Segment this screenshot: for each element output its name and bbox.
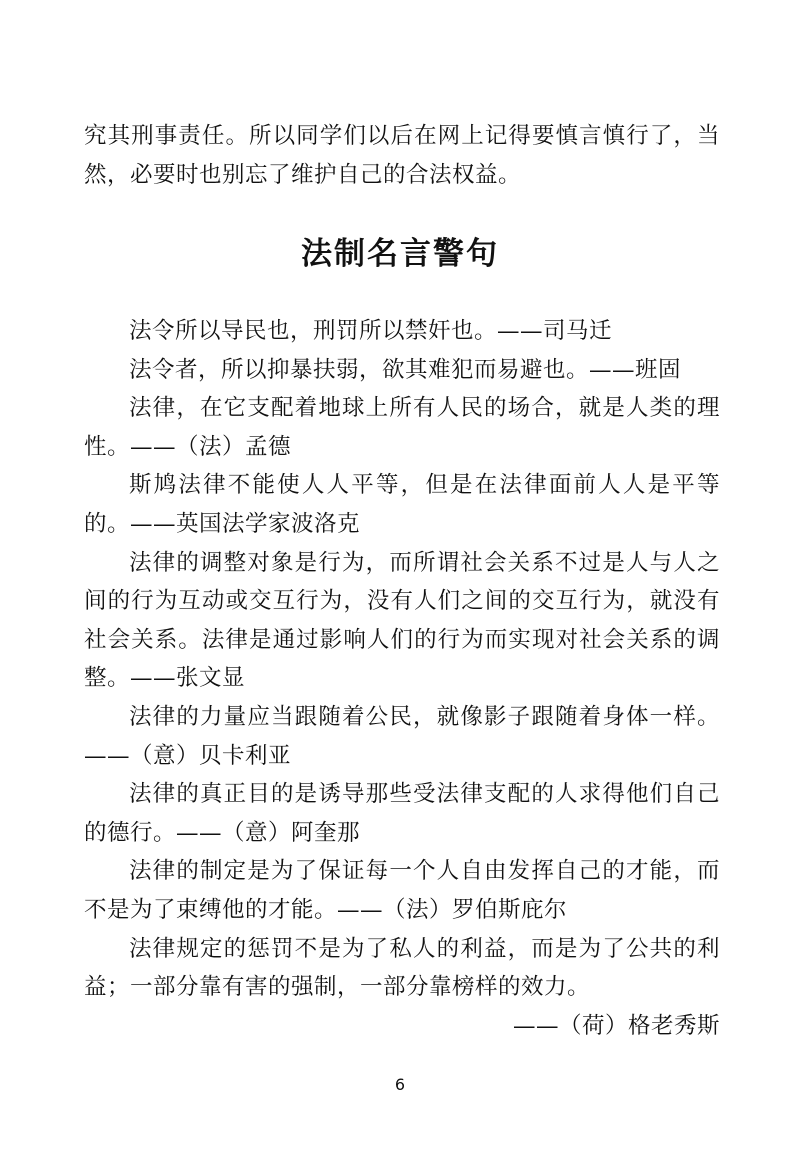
quote-item: 法令者，所以抑暴扶弱，欲其难犯而易避也。——班固 (129, 356, 682, 383)
quote-item: 法令所以导民也，刑罚所以禁奸也。——司马迁 (129, 318, 613, 344)
quote-item: 法律的调整对象是行为，而所谓社会关系不过是人与人之间的行为互动或交互行为，没有人们之间的交互行为，就没有社会关系。法律是通过影响人们的行为而实现对社会关系的调整。——张文显 (84, 549, 720, 692)
quote-item: 法律的真正目的是诱导那些受法律支配的人求得他们自己的德行。——（意）阿奎那 (84, 781, 720, 846)
quotes-list (84, 312, 720, 1045)
quote-item: 法律规定的惩罚不是为了私人的利益，而是为了公共的利益；一部分靠有害的强制，一部分靠榜样的效力。 (84, 935, 720, 1001)
section-title: 法制名言警句 (301, 236, 499, 272)
quote-item: 法律的制定是为了保证每一个人自由发挥自己的才能，而不是为了束缚他的才能。——（法）罗伯斯庇尔 (84, 858, 720, 923)
quote-item: 斯鸠法律不能使人人平等，但是在法律面前人人是平等的。——英国法学家波洛克 (84, 472, 720, 537)
intro-paragraph: 究其刑事责任。所以同学们以后在网上记得要慎言慎行了，当然，必要时也别忘了维护自己的合法权益。 (84, 123, 720, 188)
quote-attribution: ——（荷）格老秀斯 (512, 1012, 720, 1039)
quote-item: 法律，在它支配着地球上所有人民的场合，就是人类的理性。——（法）孟德 (84, 395, 720, 460)
page-number: 6 (394, 1075, 406, 1094)
quote-item: 法律的力量应当跟随着公民，就像影子跟随着身体一样。——（意）贝卡利亚 (84, 703, 720, 769)
